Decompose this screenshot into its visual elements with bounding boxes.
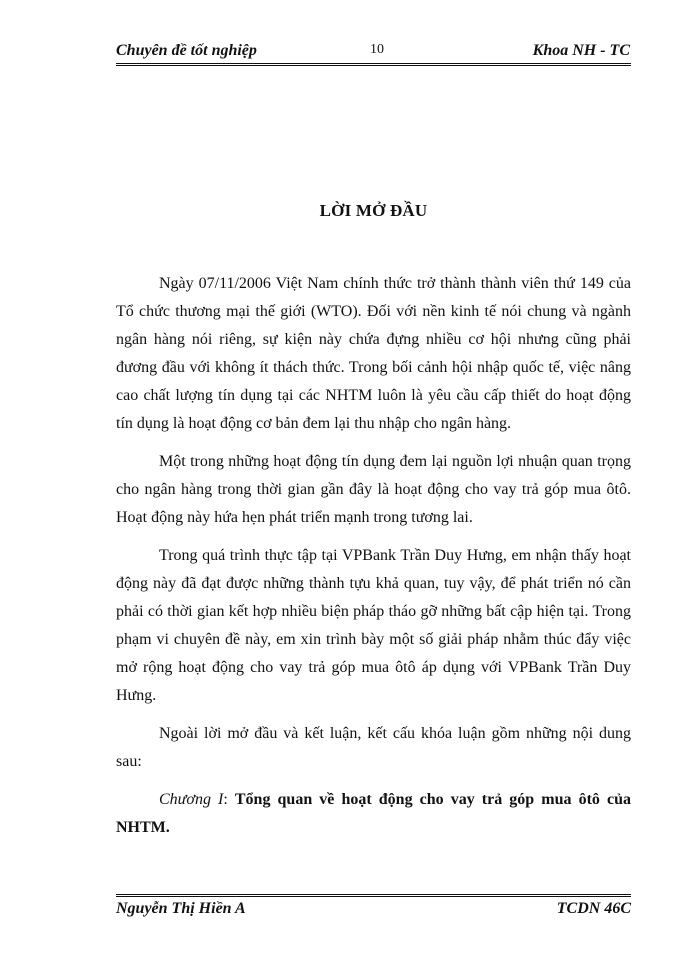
chapter-label: Chương I: [159, 791, 224, 808]
paragraph-3: Trong quá trình thực tập tại VPBank Trần Duy Hưng, em nhận thấy hoạt động này đã đạt được những thành tựu khả quan, tuy vậy, để phát triển nó cần phải có thời gian kết hợp nhiều biện pháp tháo gỡ những bất cập hiện tại. Trong phạm vi chuyên đề này, em xin trình bày một số giải pháp nhằm thúc đẩy việc mở rộng hoạt động cho vay trả góp mua ôtô áp dụng với VPBank Trần Duy Hưng.: [116, 547, 631, 704]
footer-class: TCDN 46C: [556, 900, 631, 917]
paragraph-1: Ngày 07/11/2006 Việt Nam chính thức trở thành thành viên thứ 149 của Tổ chức thương mại thế giới (WTO). Đối với nền kinh tế nói chung và ngành ngân hàng nói riêng, sự kiện này chứa đựng nhiều cơ hội nhưng cũng phải đương đầu với không ít thách thức. Trong bối cảnh hội nhập quốc tế, việc nâng cao chất lượng tín dụng tại các NHTM luôn là yêu cầu cấp thiết do hoạt động tín dụng là hoạt động cơ bản đem lại thu nhập cho ngân hàng.: [116, 275, 631, 432]
page-footer: [116, 900, 631, 924]
page-number: 10: [370, 42, 384, 57]
paragraph-2: Một trong những hoạt động tín dụng đem lại nguồn lợi nhuận quan trọng cho ngân hàng trong thời gian gần đây là hoạt động cho vay trả góp mua ôtô. Hoạt động này hứa hẹn phát triển mạnh trong tương lai.: [116, 453, 631, 526]
document-body: [116, 270, 631, 852]
paragraph-4: Ngoài lời mở đầu và kết luận, kết cấu khóa luận gồm những nội dung sau:: [116, 725, 631, 770]
footer-author: Nguyễn Thị Hiền A: [116, 900, 246, 917]
chapter-separator: :: [223, 791, 235, 808]
page-title: LỜI MỞ ĐẦU: [319, 201, 428, 220]
chapter-title: Tổng quan về hoạt động cho vay trả góp mua ôtô của NHTM.: [116, 791, 631, 836]
header-document-type: Chuyên đề tốt nghiệp: [116, 42, 257, 59]
header-rule: [116, 63, 631, 66]
page-header: [116, 40, 630, 64]
footer-rule: [116, 894, 631, 897]
chapter-entry: [116, 786, 631, 842]
header-faculty: Khoa NH - TC: [532, 42, 630, 59]
